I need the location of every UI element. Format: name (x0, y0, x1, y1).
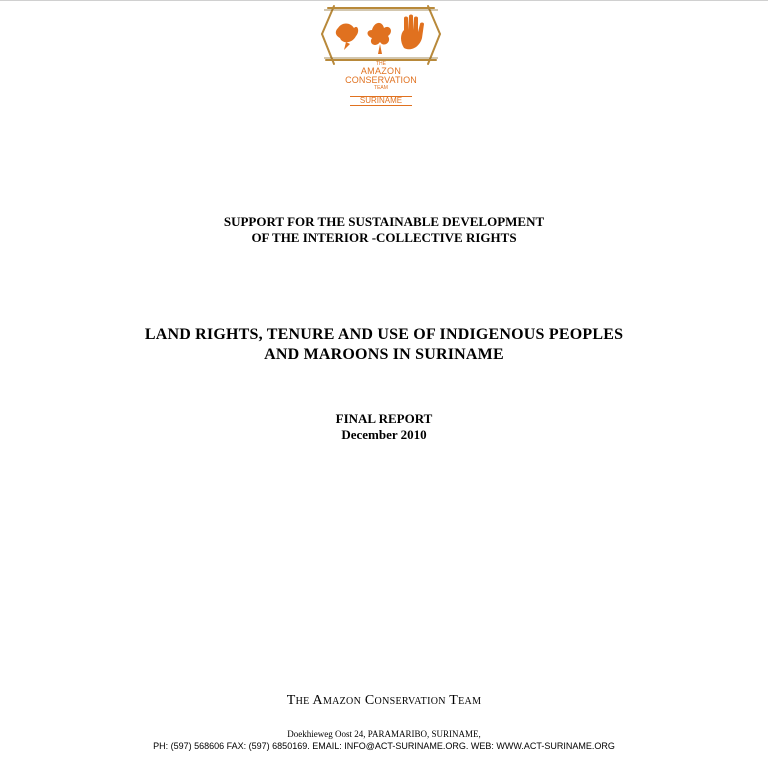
organization-name: The Amazon Conservation Team (286, 693, 482, 708)
title-line-2: AND MAROONS IN SURINAME (264, 346, 504, 363)
organization-address: Doekhieweg Oost 24, PARAMARIBO, SURINAME, (287, 729, 481, 739)
logo-suriname: SURINAME (350, 96, 412, 106)
report-label: FINAL REPORT (335, 411, 433, 426)
organization-logo (320, 4, 442, 112)
subtitle-line-2: OF THE INTERIOR -COLLECTIVE RIGHTS (251, 230, 517, 245)
logo-the: THE (376, 61, 386, 67)
title-line-1: LAND RIGHTS, TENURE AND USE OF INDIGENOUS PEOPLES (144, 326, 624, 343)
logo-team: TEAM (374, 85, 388, 91)
logo-wordmark (320, 62, 442, 107)
logo-conservation: CONSERVATION (345, 75, 417, 85)
organization-contact: PH: (597) 568606 FAX: (597) 6850169. EMAIL: INFO@ACT-SURINAME.ORG. WEB: WWW.ACT-SURINAME.ORG (153, 741, 615, 751)
report-date: December 2010 (341, 427, 427, 442)
logo-amazon: AMAZON (360, 66, 402, 76)
report-info (0, 411, 768, 443)
program-subtitle (0, 214, 768, 246)
subtitle-line-1: SUPPORT FOR THE SUSTAINABLE DEVELOPMENT (223, 214, 545, 229)
document-title (0, 325, 768, 365)
page-top-border (0, 0, 768, 1)
logo-emblem-icon (320, 4, 442, 66)
